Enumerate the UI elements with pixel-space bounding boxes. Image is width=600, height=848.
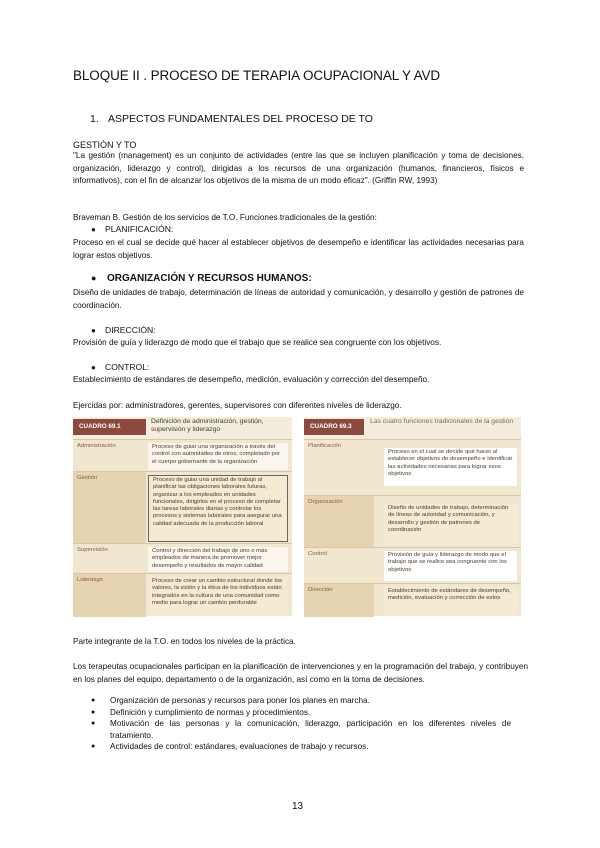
table-row <box>73 573 292 617</box>
table-definition: Establecimiento de estándares de desempeño, medición, evaluación y corrección de estos <box>384 587 517 615</box>
table-cuadro-69-3 <box>304 417 521 616</box>
table-definition: Proceso en el cual se decide qué hacer al establecer objetivos de desempeño e identificar las actividades necesarias para lograr esos objetivos <box>384 448 517 486</box>
table-header <box>304 417 521 439</box>
bullet-icon: ● <box>91 225 96 234</box>
gestion-quote: "La gestión (management) es un conjunto de actividades (entre las que se incluyen planificación y toma de decisiones, organización, liderazgo y control), dirigidas a los recursos de una organización (humanos, financieros, físicos e informativos), con el fin de alcanzar los objetivos de la misma de un modo eficaz". (Griffin RW, 1993) <box>73 151 524 185</box>
list-item: ● Actividades de control: estándares, evaluaciones de trabajo y recursos. <box>91 742 369 752</box>
bullet-icon: ● <box>91 326 96 335</box>
section-number: 1. <box>90 113 99 125</box>
table-cuadro-69-1 <box>73 417 292 616</box>
planificacion-heading: ● PLANIFICACIÓN: <box>91 224 174 234</box>
direccion-heading: ● DIRECCIÓN: <box>91 325 156 335</box>
control-heading: ● CONTROL: <box>91 362 150 372</box>
list-item: ● Motivación de las personas y la comunicación, liderazgo, participación en los diferentes niveles de tratamiento. <box>91 719 511 740</box>
organizacion-heading: ● ORGANIZACIÓN Y RECURSOS HUMANOS: <box>91 273 312 284</box>
table-term: Liderazgo <box>73 574 146 617</box>
bullet-icon: ● <box>91 720 96 728</box>
page-number: 13 <box>292 801 304 812</box>
parte-integrante: Parte integrante de la T.O. en todos los niveles de la práctica. <box>73 637 296 646</box>
braveman-line: Braveman B. Gestión de los servicios de T.O. Funciones tradicionales de la gestión: <box>73 213 377 222</box>
list-item: ● Organización de personas y recursos para poner los planes en marcha. <box>91 696 370 705</box>
table-definition: Provisión de guía y liderazgo de modo que el trabajo que se realice sea congruente con los objetivos <box>384 551 517 581</box>
table-term: Organización <box>304 496 374 548</box>
table-header <box>73 417 292 439</box>
table-term: Control <box>308 551 327 557</box>
table-definition: Proceso de guiar una organización a través del control con autoridades de otros, completado por el cuerpo gobernante de la organización <box>148 443 288 470</box>
terapeutas-paragraph: Los terapeutas ocupacionales participan en la planificación de intervenciones y en la programación del trabajo, y contribuyen en los planes del equipo, departamento o de la organización, así como en la toma de decisiones. <box>73 662 528 684</box>
table-tag: CUADRO 69.3 <box>304 419 364 435</box>
direccion-text: Provisión de guía y liderazgo de modo que el trabajo que se realice sea congruente con los objetivos. <box>73 338 442 347</box>
section-heading <box>90 113 373 125</box>
table-term: Planificación <box>308 443 342 449</box>
table-title: Definición de administración, gestión, supervisión y liderazgo <box>151 418 264 433</box>
actions-list <box>91 695 511 753</box>
table-term: Dirección <box>304 584 374 617</box>
organizacion-text: Diseño de unidades de trabajo, determinación de líneas de autoridad y comunicación, y desarrollo y gestión de patrones de coordinación. <box>73 288 524 310</box>
planificacion-text: Proceso en el cual se decide qué hacer al establecer objetivos de desempeño e identificar las actividades necesarias para lograr estos objetivos. <box>73 238 524 260</box>
table-definition: Control y dirección del trabajo de uno o más empleados de manera de promover mejor desempeño y resultados de mayor calidad <box>148 547 288 572</box>
bullet-icon: ● <box>91 743 96 751</box>
list-item: ● Definición y cumplimiento de normas y procedimientos. <box>91 707 311 717</box>
table-definition: Proceso de guiar una unidad de trabajo al planificar las obligaciones laborales futuras, organizar a los empleados en unidades funcionales, dirigirlos en el proceso de completar las tareas laborales diarias y controlar los procesos y sistemas laborales para asegurar una calidad adecuada de la producción laboral <box>148 475 288 542</box>
ejercidas-line: Ejercidas por: administradores, gerentes, supervisores con diferentes niveles de liderazgo. <box>73 401 402 410</box>
table-definition: Proceso de crear un cambio estructural donde los valores, la visión y la ética de los individuos están integrados en la cultura de una comunidad como medio para lograr un cambio perdurable <box>148 577 288 615</box>
section-title: ASPECTOS FUNDAMENTALES DEL PROCESO DE TO <box>108 113 373 125</box>
table-tag: CUADRO 69.1 <box>73 419 146 435</box>
table-term: Gestión <box>73 472 146 544</box>
gestion-heading: GESTIÓN Y TO <box>73 140 137 150</box>
table-definition: Diseño de unidades de trabajo, determinación de líneas de autoridad y comunicación, y desarrollo y gestión de patrones de coordinación <box>384 504 517 544</box>
control-text: Establecimiento de estándares de desempeño, medición, evaluación y corrección del desempeño. <box>73 375 430 384</box>
bullet-icon: ● <box>91 363 96 372</box>
table-term: Administración <box>77 443 116 449</box>
page-title: BLOQUE II . PROCESO DE TERAPIA OCUPACIONAL Y AVD <box>73 68 441 83</box>
table-row <box>304 495 521 548</box>
table-row <box>304 583 521 617</box>
table-row <box>73 439 292 472</box>
bullet-icon: ● <box>91 697 96 704</box>
table-row <box>73 543 292 574</box>
table-row <box>304 439 521 496</box>
table-term: Supervisión <box>77 547 108 553</box>
table-row <box>304 547 521 584</box>
bullet-icon: ● <box>91 708 96 716</box>
table-row <box>73 471 292 544</box>
bullet-icon: ● <box>91 273 97 283</box>
table-title: Las cuatro funciones tradicionales de la gestión <box>370 418 514 425</box>
